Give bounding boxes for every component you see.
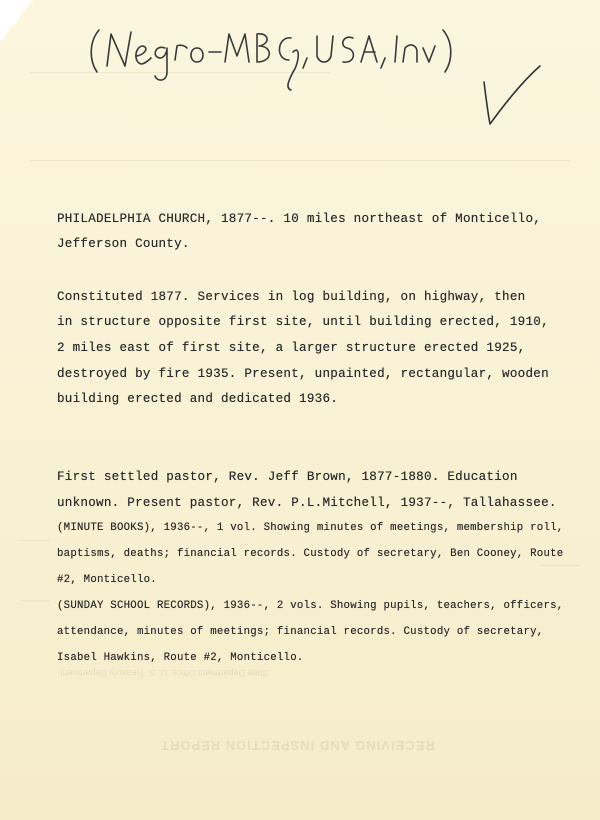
show-through-rule [540, 565, 580, 566]
handwritten-note [85, 22, 465, 92]
show-through-line: State Department Office, U. S. Treasury Department [60, 668, 269, 678]
text-line: baptisms, deaths; financial records. Custody of secretary, Ben Cooney, Route [57, 548, 564, 560]
text-line: Isabel Hawkins, Route #2, Monticello. [57, 652, 304, 664]
show-through-heading: RECEIVING AND INSPECTION REPORT [160, 738, 435, 753]
text-line: Constituted 1877. Services in log building, on highway, then [57, 290, 526, 304]
text-line: (SUNDAY SCHOOL RECORDS), 1936--, 2 vols. Showing pupils, teachers, officers, [57, 600, 564, 612]
show-through-rule [30, 160, 570, 161]
text-line: 2 miles east of first site, a larger structure erected 1925, [57, 341, 526, 355]
text-line: PHILADELPHIA CHURCH, 1877--. 10 miles northeast of Monticello, [57, 212, 542, 226]
text-line: (MINUTE BOOKS), 1936--, 1 vol. Showing minutes of meetings, membership roll, [57, 522, 564, 534]
text-line: in structure opposite first site, until building erected, 1910, [57, 315, 549, 329]
show-through-rule [20, 600, 50, 601]
text-line: unknown. Present pastor, Rev. P.L.Mitchell, 1937--, Tallahassee. [57, 496, 557, 510]
text-line: attendance, minutes of meetings; financial records. Custody of secretary, [57, 626, 544, 638]
show-through-rule [20, 540, 50, 541]
text-line: #2, Monticello. [57, 574, 157, 586]
torn-corner [0, 0, 34, 48]
text-line: Jefferson County. [57, 237, 190, 251]
text-line: destroyed by fire 1935. Present, unpainted, rectangular, wooden [57, 367, 549, 381]
check-mark [480, 58, 550, 130]
text-line: First settled pastor, Rev. Jeff Brown, 1877-1880. Education [57, 470, 518, 484]
text-line: building erected and dedicated 1936. [57, 392, 339, 406]
